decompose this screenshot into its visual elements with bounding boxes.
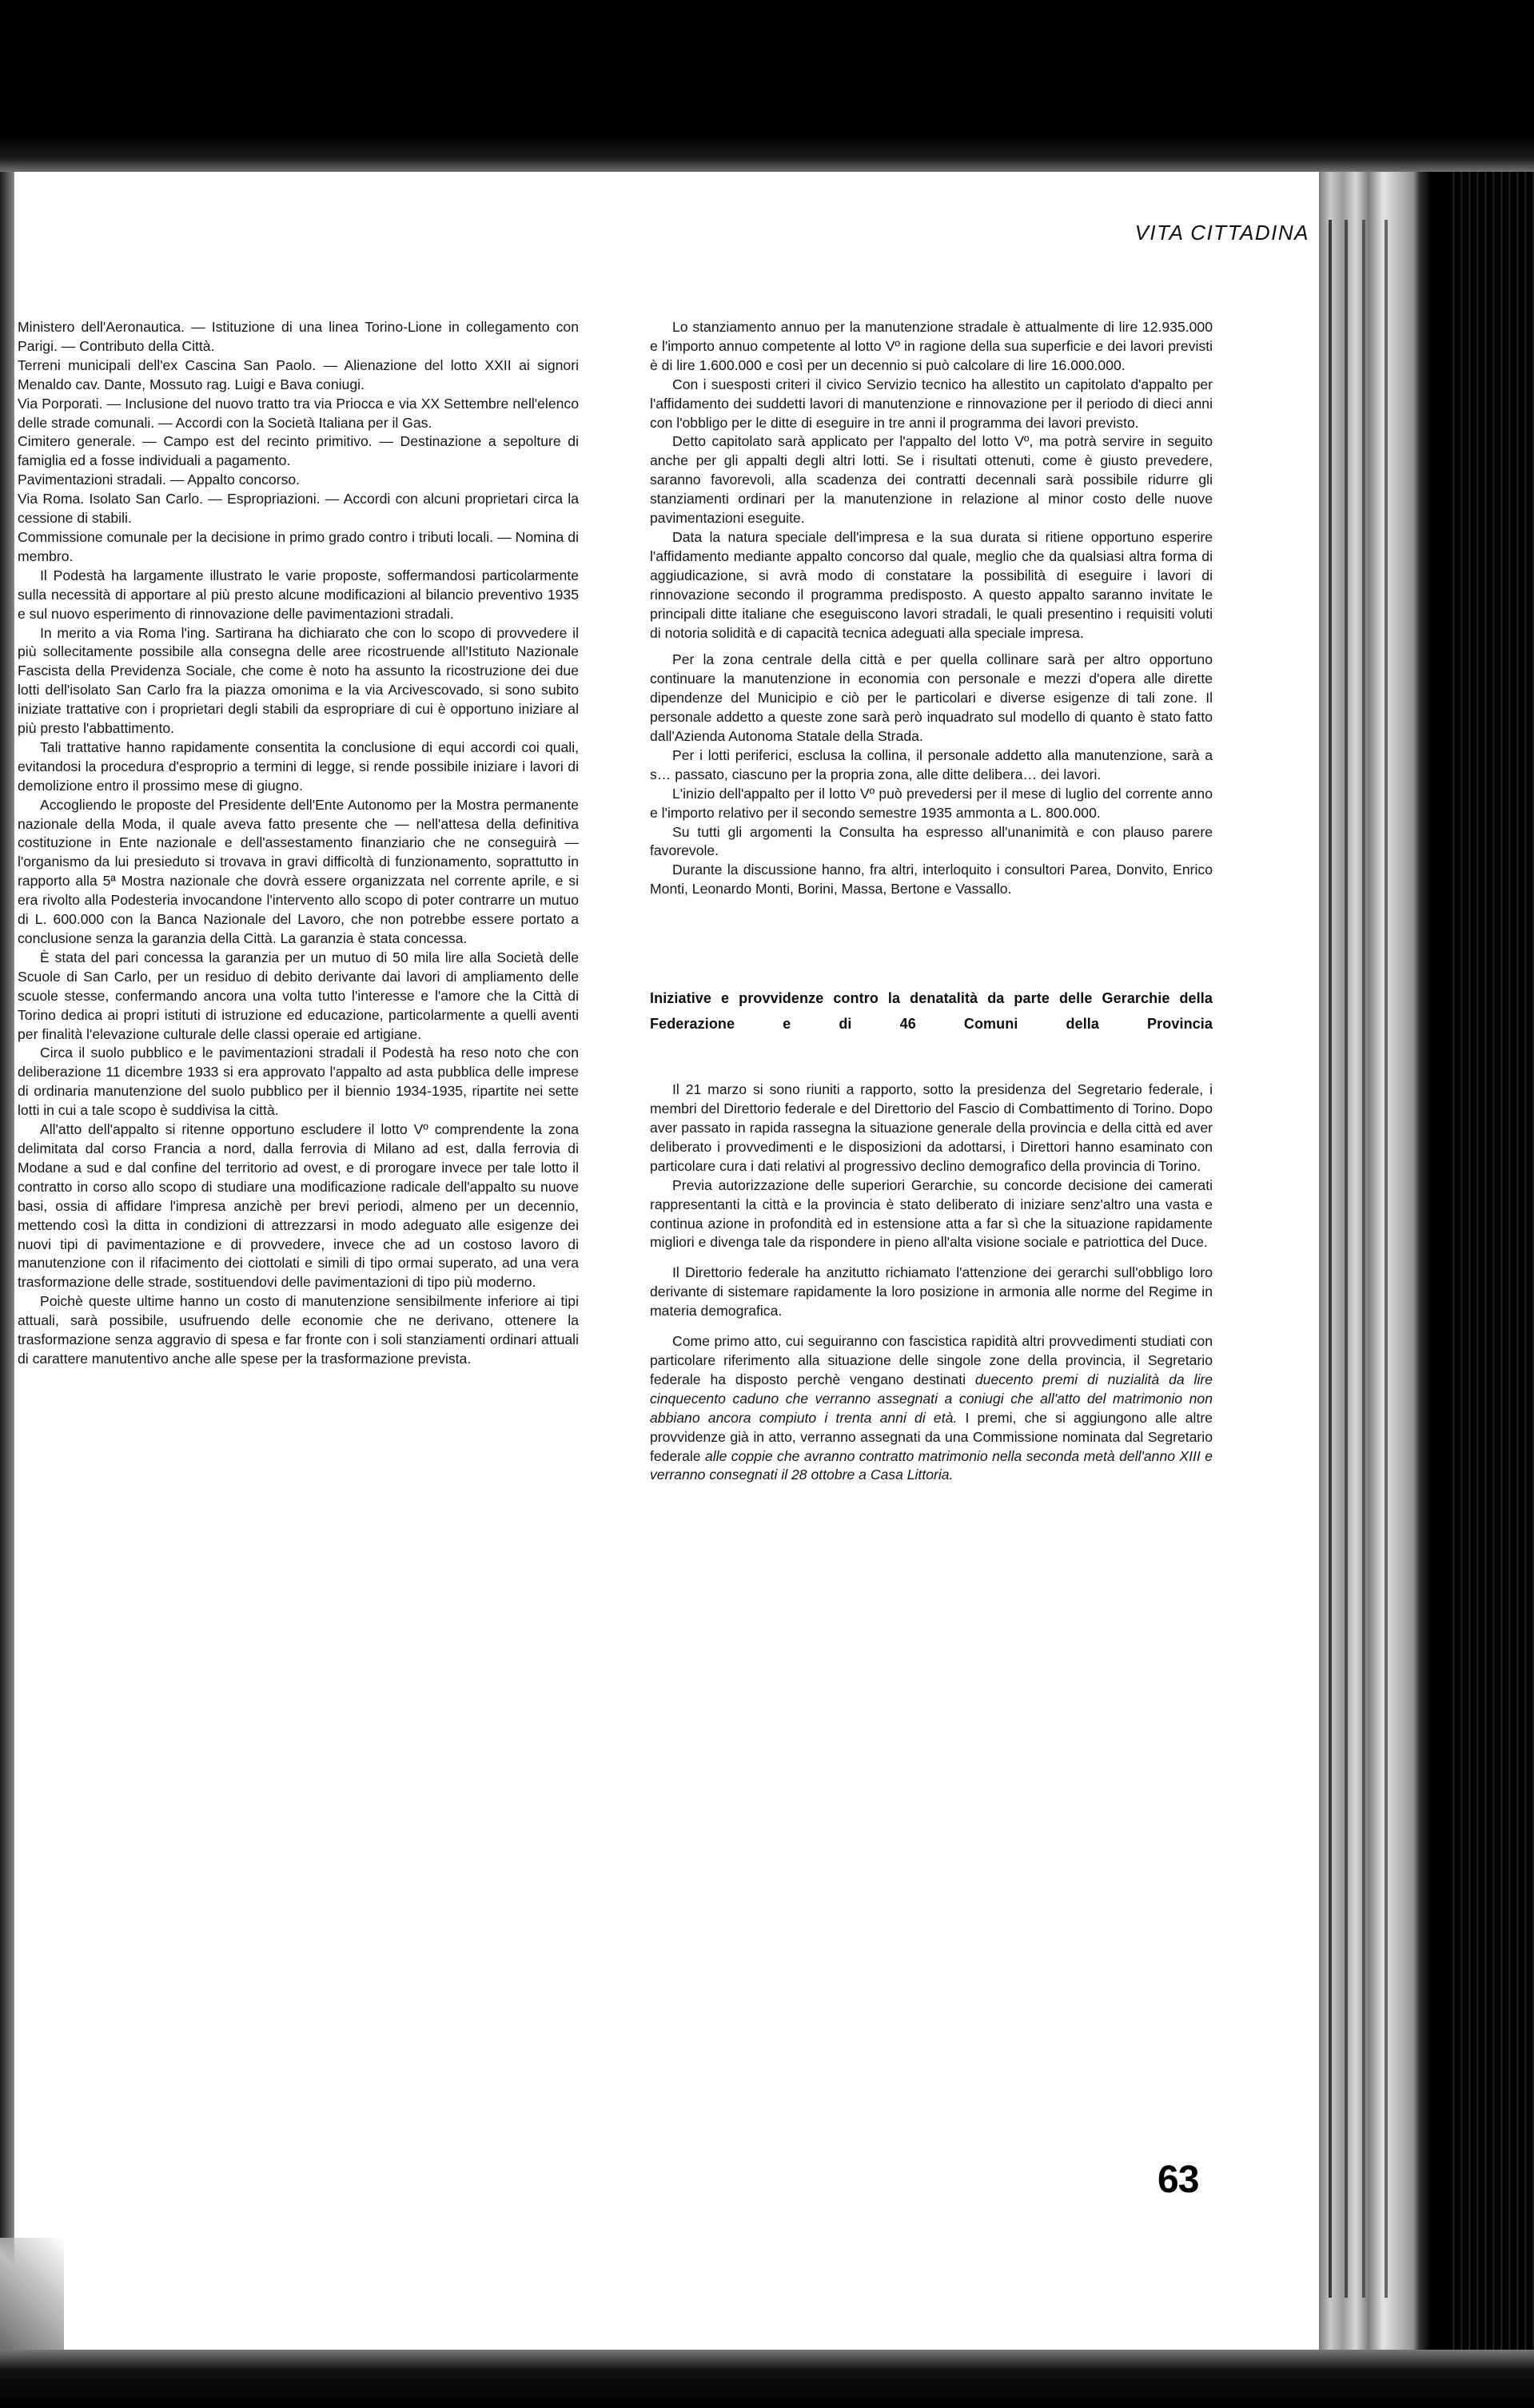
italic-run: duecento premi di nuzialità da lire cinquecento caduno che verranno assegnati a coniugi che all'atto del matrimonio non abbiano ancora compiuto i trenta anni di età. (650, 1371, 1213, 1426)
body-paragraph: Lo stanziamento annuo per la manutenzione stradale è attualmente di lire 12.935.000 e l'importo annuo competente al lotto Vº in ragione della sua superficie e dei lavori previsti è di lire 1.600.000 e così per un decennio si può calcolare di lire 16.000.000. (650, 319, 1213, 373)
body-paragraph: Per la zona centrale della città e per quella collinare sarà per altro opportuno continuare la manutenzione in economia con personale e mezzi d'opera alle dirette dipendenze del Municipio e ciò per le particolari e diverse esigenze di tali zone. Il personale addetto a queste zone sarà però inquadrato sul modello di quanto è stato fatto dall'Azienda Autonoma Statale della Strada. (650, 651, 1213, 745)
body-paragraph: È stata del pari concessa la garanzia per un mutuo di 50 mila lire alla Società delle Scuole di San Carlo, per un residuo di debito derivante dai lavori di ampliamento delle scuole stesse, confermando ancora una volta tutto l'interesse e l'amore che la Città di Torino dedica ai propri istituti di istruzione ed educazione, particolarmente a quelli aventi per finalità l'elevazione culturale delle classi operaie ed artigiane. (18, 949, 579, 1042)
body-paragraph: All'atto dell'appalto si ritenne opportuno escludere il lotto Vº comprendente la zona delimitata dal corso Francia a nord, dalla ferrovia di Milano ad est, dalla ferrovia di Modane a sud e dal confine del territorio ad ovest, e di prorogare invece per tale lotto il contratto in corso allo scopo di studiare una modificazione radicale dell'appalto su nuove basi, ossia di affidare l'impresa anzichè per brevi periodi, almeno per un decennio, mettendo così la ditta in condizioni di attrezzarsi in modo adeguato alle esigenze dei nuovi tipi di pavimentazione e di provvedere, invece che ad un costoso lavoro di manutenzione con il rifacimento dei ciottolati e simili di tipo ormai superato, ad una vera trasformazione delle strade, sostituendovi delle pavimentazioni di tipo più moderno. (18, 1121, 579, 1291)
body-paragraph: Il Direttorio federale ha anzitutto richiamato l'attenzione dei gerarchi sull'obbligo loro derivante di sistemare rapidamente la loro posizione in armonia alle norme del Regime in materia demografica. (650, 1264, 1213, 1319)
body-paragraph: Previa autorizzazione delle superiori Gerarchie, su concorde decisione dei camerati rappresentanti la città e la provincia è stato deliberato di iniziare senz'altro una vasta e continua azione in profondità ed in estensione atta a far sì che la situazione rapidamente migliori e divenga tale da rispondere in pieno all'alta visione sociale e patriottica del Duce. (650, 1176, 1213, 1251)
body-paragraph: Data la natura speciale dell'impresa e la sua durata si ritiene opportuno esperire l'affidamento mediante appalto concorso dal quale, meglio che da qualsiasi altra forma di aggiudicazione, si avrà modo di constatare la possibilità di eseguire i lavori di rinnovazione secondo il programma predisposto. A questo appalto saranno invitate le principali ditte italiane che eseguiscono lavori stradali, le quali presentino i requisiti voluti di notoria solidità e di capacità tecnica adeguati alla speciale impresa. (650, 528, 1213, 641)
agenda-item: Commissione comunale per la decisione in primo grado contro i tributi locali. — Nomina di membro. (18, 528, 579, 564)
left-column (18, 318, 579, 1369)
running-header: VITA CITTADINA (1134, 221, 1309, 245)
body-paragraph: Accogliendo le proposte del Presidente dell'Ente Autonomo per la Mostra permanente nazionale della Moda, il quale aveva fatto presente che — nell'attesa della definitiva costituzione in Ente nazionale e dell'assestamento finanziario che ne conseguirà — l'organismo da lui presieduto si trovava in gravi difficoltà di funzionamento, soprattutto in rapporto alla 5ª Mostra nazionale che dovrà essere organizzata nel corrente aprile, e si era rivolto alla Podesteria invocandone l'intervento allo scopo di poter contrarre un mutuo di L. 600.000 con la Banca Nazionale del Lavoro, che non potrebbe essere portato a conclusione senza la garanzia della Città. La garanzia è stata concessa. (18, 796, 579, 946)
body-paragraph-final (650, 1332, 1213, 1485)
section-heading: Iniziative e provvidenze contro la denatalità da parte delle Gerarchie della Federazione e di 46 Comuni della Provincia (650, 990, 1213, 1033)
agenda-item: Cimitero generale. — Campo est del recinto primitivo. — Destinazione a sepolture di famiglia ed a fosse individuali a pagamento. (18, 433, 579, 469)
italic-run: alle coppie che avranno contratto matrimonio nella seconda metà dell'anno XIII e verranno consegnati il 28 ottobre a Casa Littoria. (650, 1447, 1213, 1483)
body-paragraph: L'inizio dell'appalto per il lotto Vº può prevedersi per il mese di luglio del corrente anno e l'importo relativo per il secondo semestre 1935 ammonta a L. 800.000. (650, 785, 1213, 821)
body-paragraph: Durante la discussione hanno, fra altri, interloquito i consultori Parea, Donvito, Enrico Monti, Leonardo Monti, Borini, Massa, Bertone e Vassallo. (650, 862, 1213, 898)
agenda-item: Terreni municipali dell'ex Cascina San Paolo. — Alienazione del lotto XXII ai signori Menaldo cav. Dante, Mossuto rag. Luigi e Bava coniugi. (18, 356, 579, 392)
body-paragraph: Per i lotti periferici, esclusa la collina, il personale addetto alla manutenzione, sarà a s… passato, ciascuno per la propria zona, alle ditte delibera… dei lavori. (650, 746, 1213, 782)
scan-border-left (0, 172, 14, 2408)
body-paragraph: Detto capitolato sarà applicato per l'appalto del lotto Vº, ma potrà servire in seguito anche per gli appalti degli altri lotti. Se i risultati ottenuti, come è giusto prevedere, saranno favorevoli, alla scadenza dei contratti decennali sarà possibile ridurre gli stanziamenti ordinari per la manutenzione in relazione al minor costo delle nuove pavimentazioni eseguite. (650, 433, 1213, 527)
right-column (650, 318, 1213, 1485)
body-paragraph: Tali trattative hanno rapidamente consentita la conclusione di equi accordi coi quali, evitandosi la procedura d'esproprio a termini di legge, si rende possibile iniziare i lavori di demolizione entro il prossimo mese di giugno. (18, 738, 579, 794)
body-paragraph: Il Podestà ha largamente illustrato le varie proposte, soffermandosi particolarmente sulla necessità di apportare al più presto alcune modificazioni al bilancio preventivo 1935 e sul nuovo esperimento di rinnovazione delle pavimentazioni stradali. (18, 567, 579, 622)
scan-border-right (1319, 172, 1534, 2350)
scan-border-bottom (0, 2350, 1534, 2408)
agenda-item: Ministero dell'Aeronautica. — Istituzione di una linea Torino-Lione in collegamento con Parigi. — Contributo della Città. (18, 319, 579, 354)
body-paragraph: Circa il suolo pubblico e le pavimentazioni stradali il Podestà ha reso noto che con deliberazione 11 dicembre 1933 si era approvato l'appalto ad asta pubblica delle imprese di ordinaria manutenzione del suolo pubblico per il biennio 1934-1935, ripartite nei sette lotti in cui a tale scopo è suddivisa la città. (18, 1045, 579, 1119)
text-run: Come primo atto, cui seguiranno con fascistica rapidità altri provvedimenti studiati con particolare riferimento alla situazione delle singole zone della provincia, il Segretario federale ha disposto perchè vengano destinati (650, 1333, 1213, 1387)
agenda-item: Via Roma. Isolato San Carlo. — Espropriazioni. — Accordi con alcuni proprietari circa la cessione di stabili. (18, 491, 579, 527)
body-paragraph: Su tutti gli argomenti la Consulta ha espresso all'unanimità e con plauso parere favorevole. (650, 823, 1213, 859)
body-paragraph: Poichè queste ultime hanno un costo di manutenzione sensibilmente inferiore ai tipi attuali, sarà possibile, usufruendo delle economie che ne derivano, ottenere la trasformazione senza aggravio di spesa e far fronte con i soli stanziamenti ordinari attuali di carattere manutentivo anche alle spese per la trasformazione prevista. (18, 1293, 579, 1367)
scan-shadow (0, 2238, 64, 2350)
page-number: 63 (1157, 2159, 1199, 2201)
scan-border-top (0, 0, 1534, 172)
body-paragraph: Il 21 marzo si sono riuniti a rapporto, sotto la presidenza del Segretario federale, i membri del Direttorio federale e del Direttorio del Fascio di Combattimento di Torino. Dopo aver passato in rapida rassegna la situazione generale della provincia e della città ed aver deliberato i provvedimenti e le disposizioni da adottarsi, i Direttori hanno esaminato con particolare cura i dati relativi al progressivo declino demografico della provincia di Torino. (650, 1081, 1213, 1174)
agenda-item: Pavimentazioni stradali. — Appalto concorso. (18, 472, 301, 488)
agenda-item: Via Porporati. — Inclusione del nuovo tratto tra via Priocca e via XX Settembre nell'elenco delle strade comunali. — Accordi con la Società Italiana per il Gas. (18, 395, 579, 431)
body-paragraph: Con i suesposti criteri il civico Servizio tecnico ha allestito un capitolato d'appalto per l'affidamento dei suddetti lavori di manutenzione e rinnovazione per il periodo di dieci anni con l'obbligo per le ditte di eseguire in tre anni il programma dei lavori previsto. (650, 376, 1213, 431)
text-run: I premi, che si aggiungono alle altre provvidenze già in atto, verranno assegnati da una Commissione nominata dal Segretario federale (650, 1409, 1213, 1464)
body-paragraph: In merito a via Roma l'ing. Sartirana ha dichiarato che con lo scopo di provvedere il più sollecitamente possibile alla consegna delle aree ricostruende all'Istituto Nazionale Fascista della Previdenza Sociale, che come è noto ha assunto la ricostruzione dei due lotti dell'isolato San Carlo fra la piazza omonima e la via Arcivescovado, si sono subito iniziate trattative con i proprietari degli stabili da espropriare di cui è opportuno iniziare al più presto l'abbattimento. (18, 624, 579, 737)
